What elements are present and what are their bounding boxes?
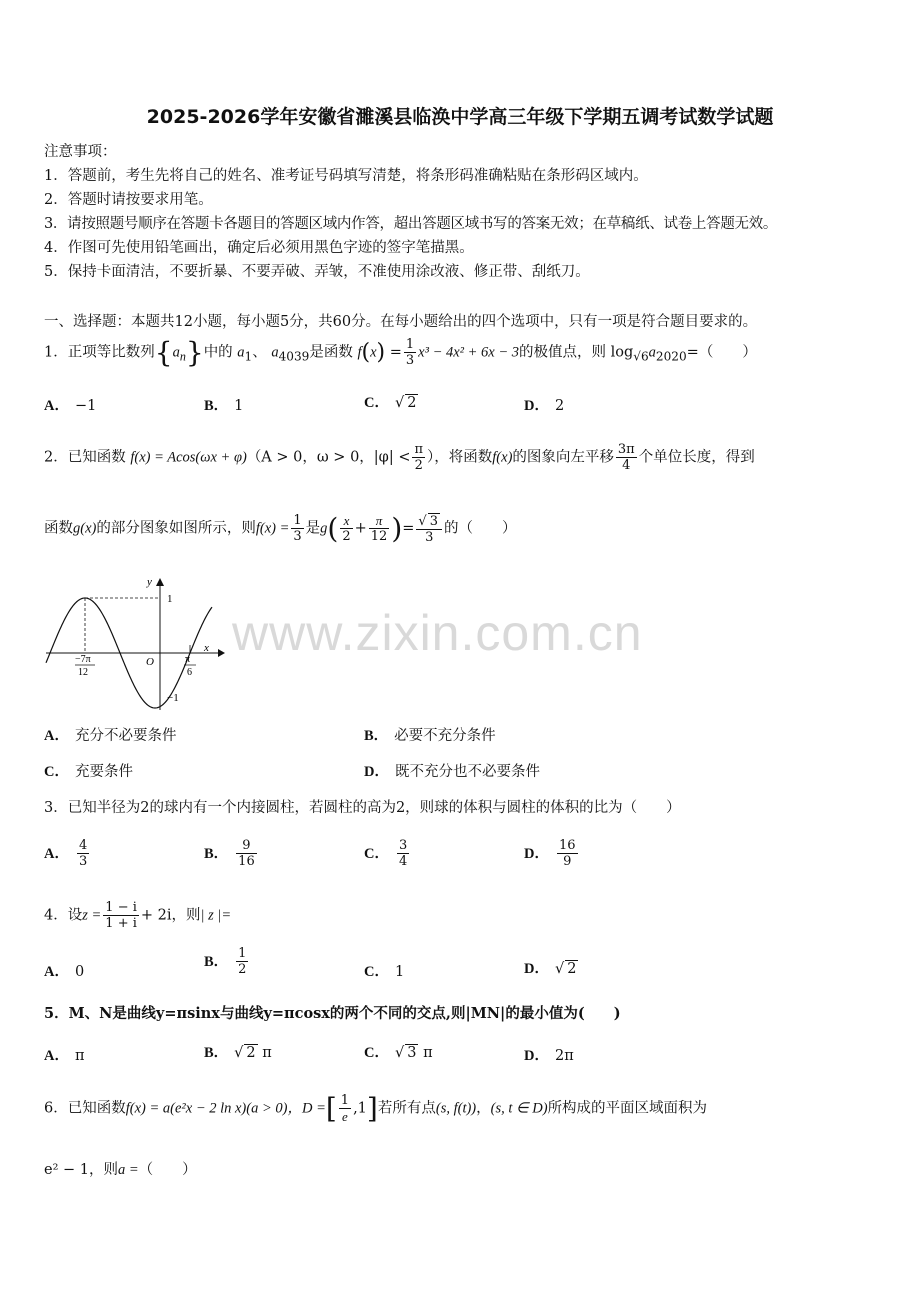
option-c[interactable]: C． √ 2 bbox=[364, 395, 417, 411]
min-label: −1 bbox=[167, 692, 179, 704]
option-a[interactable]: A． 0 bbox=[44, 964, 85, 980]
question-1: 1．正项等比数列$\{a_n\}$中的 $a_1$、 $a_{4039}$是函数 f(x) = $\frac{1}{3}$ x³ − 4x² + 6x − 3的极值点，则 $\log_{√6}a_{2020}=$（ ） bbox=[44, 336, 757, 369]
option-c[interactable]: C． $\frac{3}{4}$ bbox=[364, 838, 408, 869]
question-3: 3．已知半径为2的球内有一个内接圆柱，若圆柱的高为2，则球的体积与圆柱的体积的比为（ ） bbox=[44, 800, 681, 816]
question-5: 5．M、N是曲线y=πsinx与曲线y=πcosx的两个不同的交点,则|MN|的最小值为( ) bbox=[44, 1005, 621, 1022]
question-4: 4．设z = $\frac{1 - i}{1 + i}$ + 2i，则| z |= bbox=[44, 900, 232, 931]
origin-label: O bbox=[146, 656, 154, 668]
y-label: y bbox=[147, 576, 152, 588]
option-a[interactable]: A． −1 bbox=[44, 398, 97, 414]
notice-item: 1．答题前，考生先将自己的姓名、准考证号码填写清楚，将条形码准确粘贴在条形码区域内。 bbox=[44, 168, 648, 184]
left-tick-den: 12 bbox=[78, 667, 88, 678]
right-tick-num: π bbox=[185, 654, 191, 665]
question-2: 2．已知函数 f(x) = Acos(ωx + φ)（A > 0，ω > 0，|φ| < $\frac{\pi}{2}$ ），将函数f(x)的图象向左平移 $\frac{3\pi}{4}$ 个单位长度，得到 bbox=[44, 442, 755, 473]
x-axis-arrow bbox=[218, 649, 225, 657]
notice-item: 2．答题时请按要求用笔。 bbox=[44, 192, 213, 208]
option-c[interactable]: C． 1 bbox=[364, 964, 405, 980]
max-label: 1 bbox=[167, 593, 173, 605]
cosine-graph bbox=[40, 574, 225, 714]
option-a[interactable]: A． π bbox=[44, 1048, 85, 1064]
option-b[interactable]: B． 1 bbox=[204, 398, 244, 414]
notice-item: 3．请按照题号顺序在答题卡各题目的答题区域内作答，超出答题区域书写的答案无效；在草稿纸、试卷上答题无效。 bbox=[44, 216, 778, 232]
y-axis-arrow bbox=[156, 578, 164, 586]
page-title: 2025-2026学年安徽省濉溪县临涣中学高三年级下学期五调考试数学试题 bbox=[146, 106, 774, 128]
question-6: 6．已知函数f(x) = a(e²x − 2 ln x)(a > 0)，D =[ $\frac{1}{e}$ ,1]若所有点(s, f(t))，(s, t ∈ D)所构成的平面区域面积为 bbox=[44, 1092, 708, 1125]
option-b[interactable]: B． $\frac{1}{2}$ bbox=[204, 946, 247, 977]
option-c[interactable]: C． √ 3 π bbox=[364, 1045, 433, 1061]
option-b[interactable]: B． √ 2 π bbox=[204, 1045, 272, 1061]
notice-heading: 注意事项： bbox=[44, 144, 117, 160]
right-tick-den: 6 bbox=[187, 667, 192, 678]
question-6-cont: e² − 1，则a =（ ） bbox=[44, 1162, 197, 1178]
option-b[interactable]: B． 必要不充分条件 bbox=[364, 728, 496, 744]
question-2-cont: 函数g(x)的部分图象如图所示，则f(x) = $\frac{1}{3}$ 是g( $\frac{x}{2}$ + $\frac{\pi}{12}$ )= $\frac{√ 3}{3}$ 的（ ） bbox=[44, 512, 517, 545]
section-heading: 一、选择题：本题共12小题，每小题5分，共60分。在每小题给出的四个选项中，只有一项是符合题目要求的。 bbox=[44, 314, 758, 330]
option-d[interactable]: D． 2 bbox=[524, 398, 565, 414]
option-d[interactable]: D． √ 2 bbox=[524, 961, 577, 977]
notice-item: 5．保持卡面清洁，不要折暴、不要弄破、弄皱，不准使用涂改液、修正带、刮纸刀。 bbox=[44, 264, 590, 280]
notice-item: 4．作图可先使用铅笔画出，确定后必须用黑色字迹的签字笔描黑。 bbox=[44, 240, 474, 256]
option-b[interactable]: B． $\frac{9}{16}$ bbox=[204, 838, 255, 869]
option-a[interactable]: A． 充分不必要条件 bbox=[44, 728, 177, 744]
option-c[interactable]: C． 充要条件 bbox=[44, 764, 133, 780]
option-d[interactable]: D． 既不充分也不必要条件 bbox=[364, 764, 540, 780]
x-label: x bbox=[204, 642, 209, 654]
left-tick-num: −7π bbox=[75, 654, 91, 665]
option-d[interactable]: D． 2π bbox=[524, 1048, 574, 1064]
option-d[interactable]: D． $\frac{16}{9}$ bbox=[524, 838, 576, 869]
watermark: www.zixin.com.cn bbox=[232, 605, 643, 661]
option-a[interactable]: A． $\frac{4}{3}$ bbox=[44, 838, 88, 869]
